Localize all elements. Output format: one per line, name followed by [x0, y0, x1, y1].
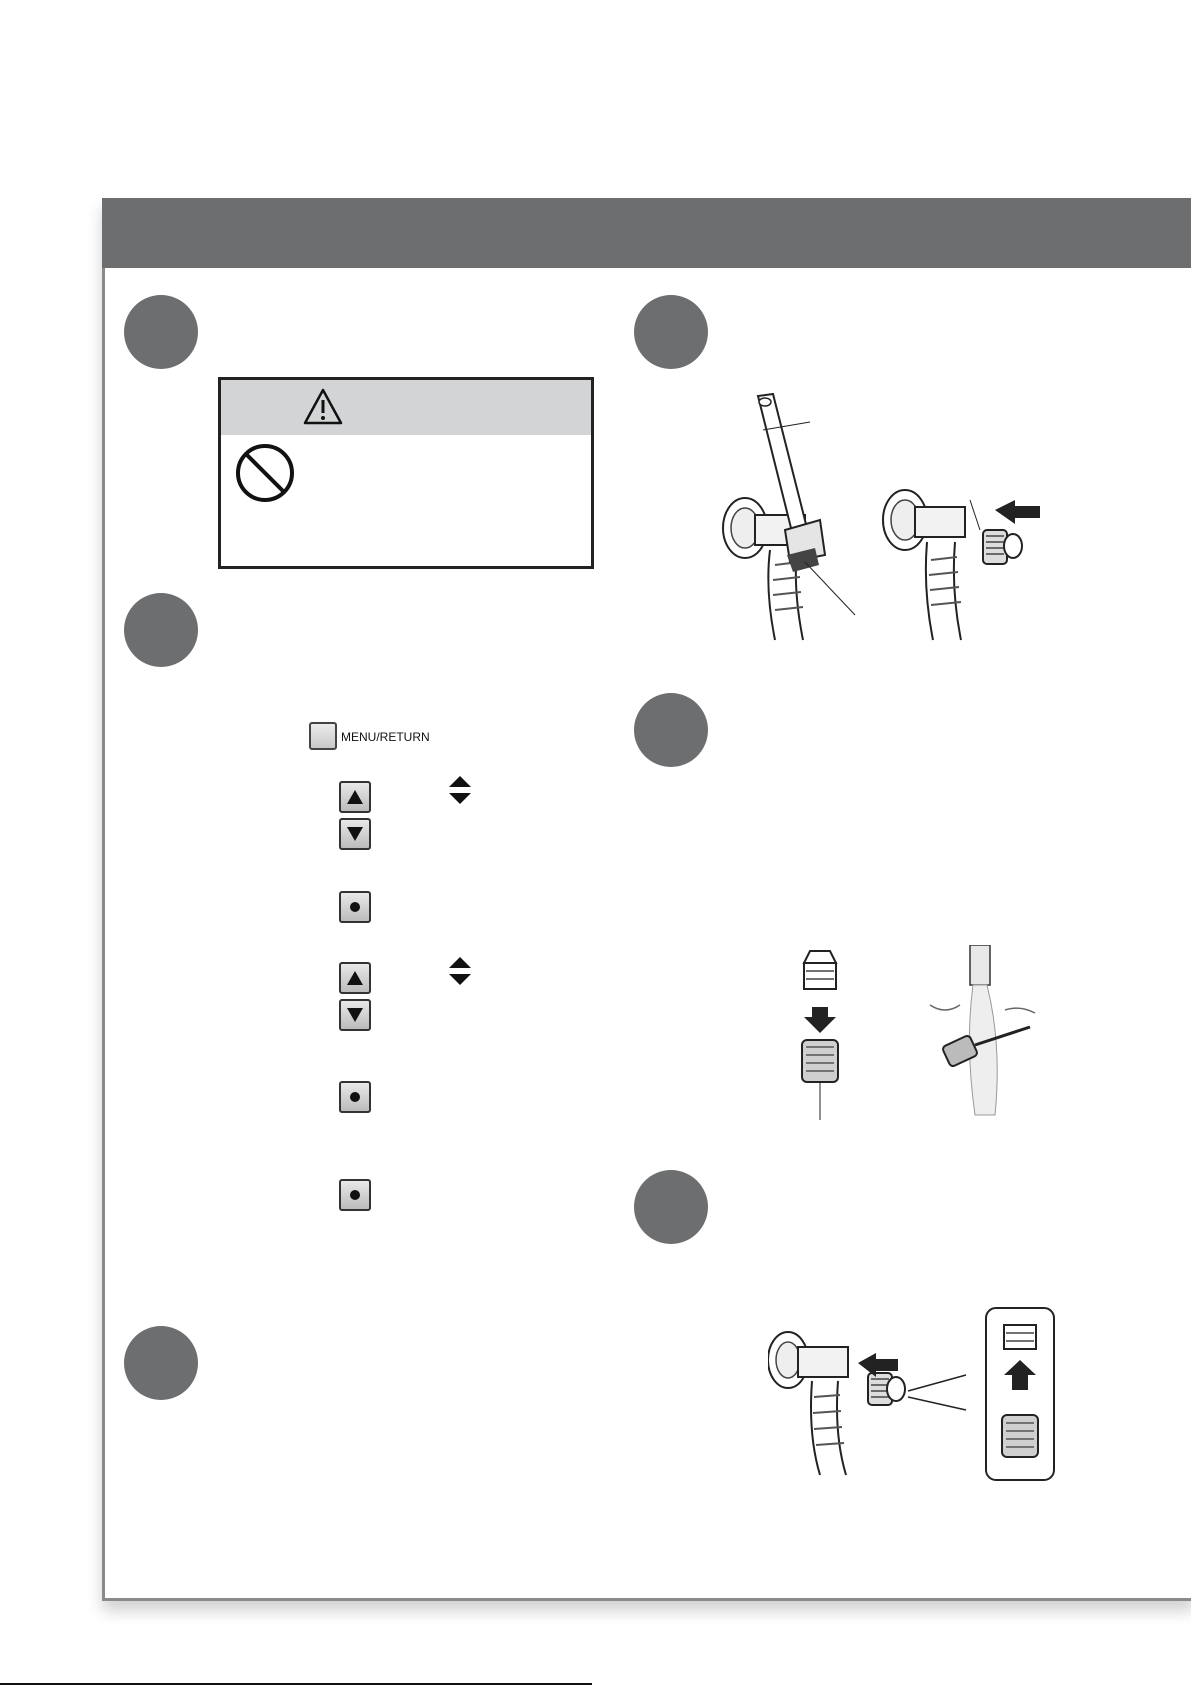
step-1-marker [124, 295, 198, 369]
down-button[interactable] [339, 818, 371, 850]
menu-return-button[interactable] [309, 722, 337, 750]
down-arrow-icon [346, 1007, 364, 1023]
up-down-indicator-icon [447, 955, 473, 987]
up-arrow-icon [346, 970, 364, 986]
up-down-indicator-icon [447, 774, 473, 806]
up-button[interactable] [339, 781, 371, 813]
select-dot-icon [350, 1092, 360, 1102]
step-2-marker [124, 593, 198, 667]
up-button[interactable] [339, 962, 371, 994]
select-button[interactable] [339, 1179, 371, 1211]
step-3-marker [124, 1326, 198, 1400]
step-4-marker [634, 295, 708, 369]
down-arrow-icon [346, 826, 364, 842]
menu-return-label: MENU/RETURN [341, 730, 430, 744]
remove-filter-illustration [715, 390, 1055, 650]
step-5-marker [634, 693, 708, 767]
select-dot-icon [350, 1190, 360, 1200]
select-button[interactable] [339, 891, 371, 923]
step-6-marker [634, 1170, 708, 1244]
down-button[interactable] [339, 999, 371, 1031]
warning-triangle-icon [303, 388, 343, 426]
section-header-bar [102, 198, 1191, 268]
reinstall-filter-illustration [768, 1305, 1058, 1485]
prohibition-icon [234, 442, 296, 504]
up-arrow-icon [346, 789, 364, 805]
clean-filter-illustration [780, 945, 1060, 1125]
warning-box-header [221, 380, 591, 435]
select-button[interactable] [339, 1081, 371, 1113]
select-dot-icon [350, 902, 360, 912]
warning-box [218, 377, 594, 569]
